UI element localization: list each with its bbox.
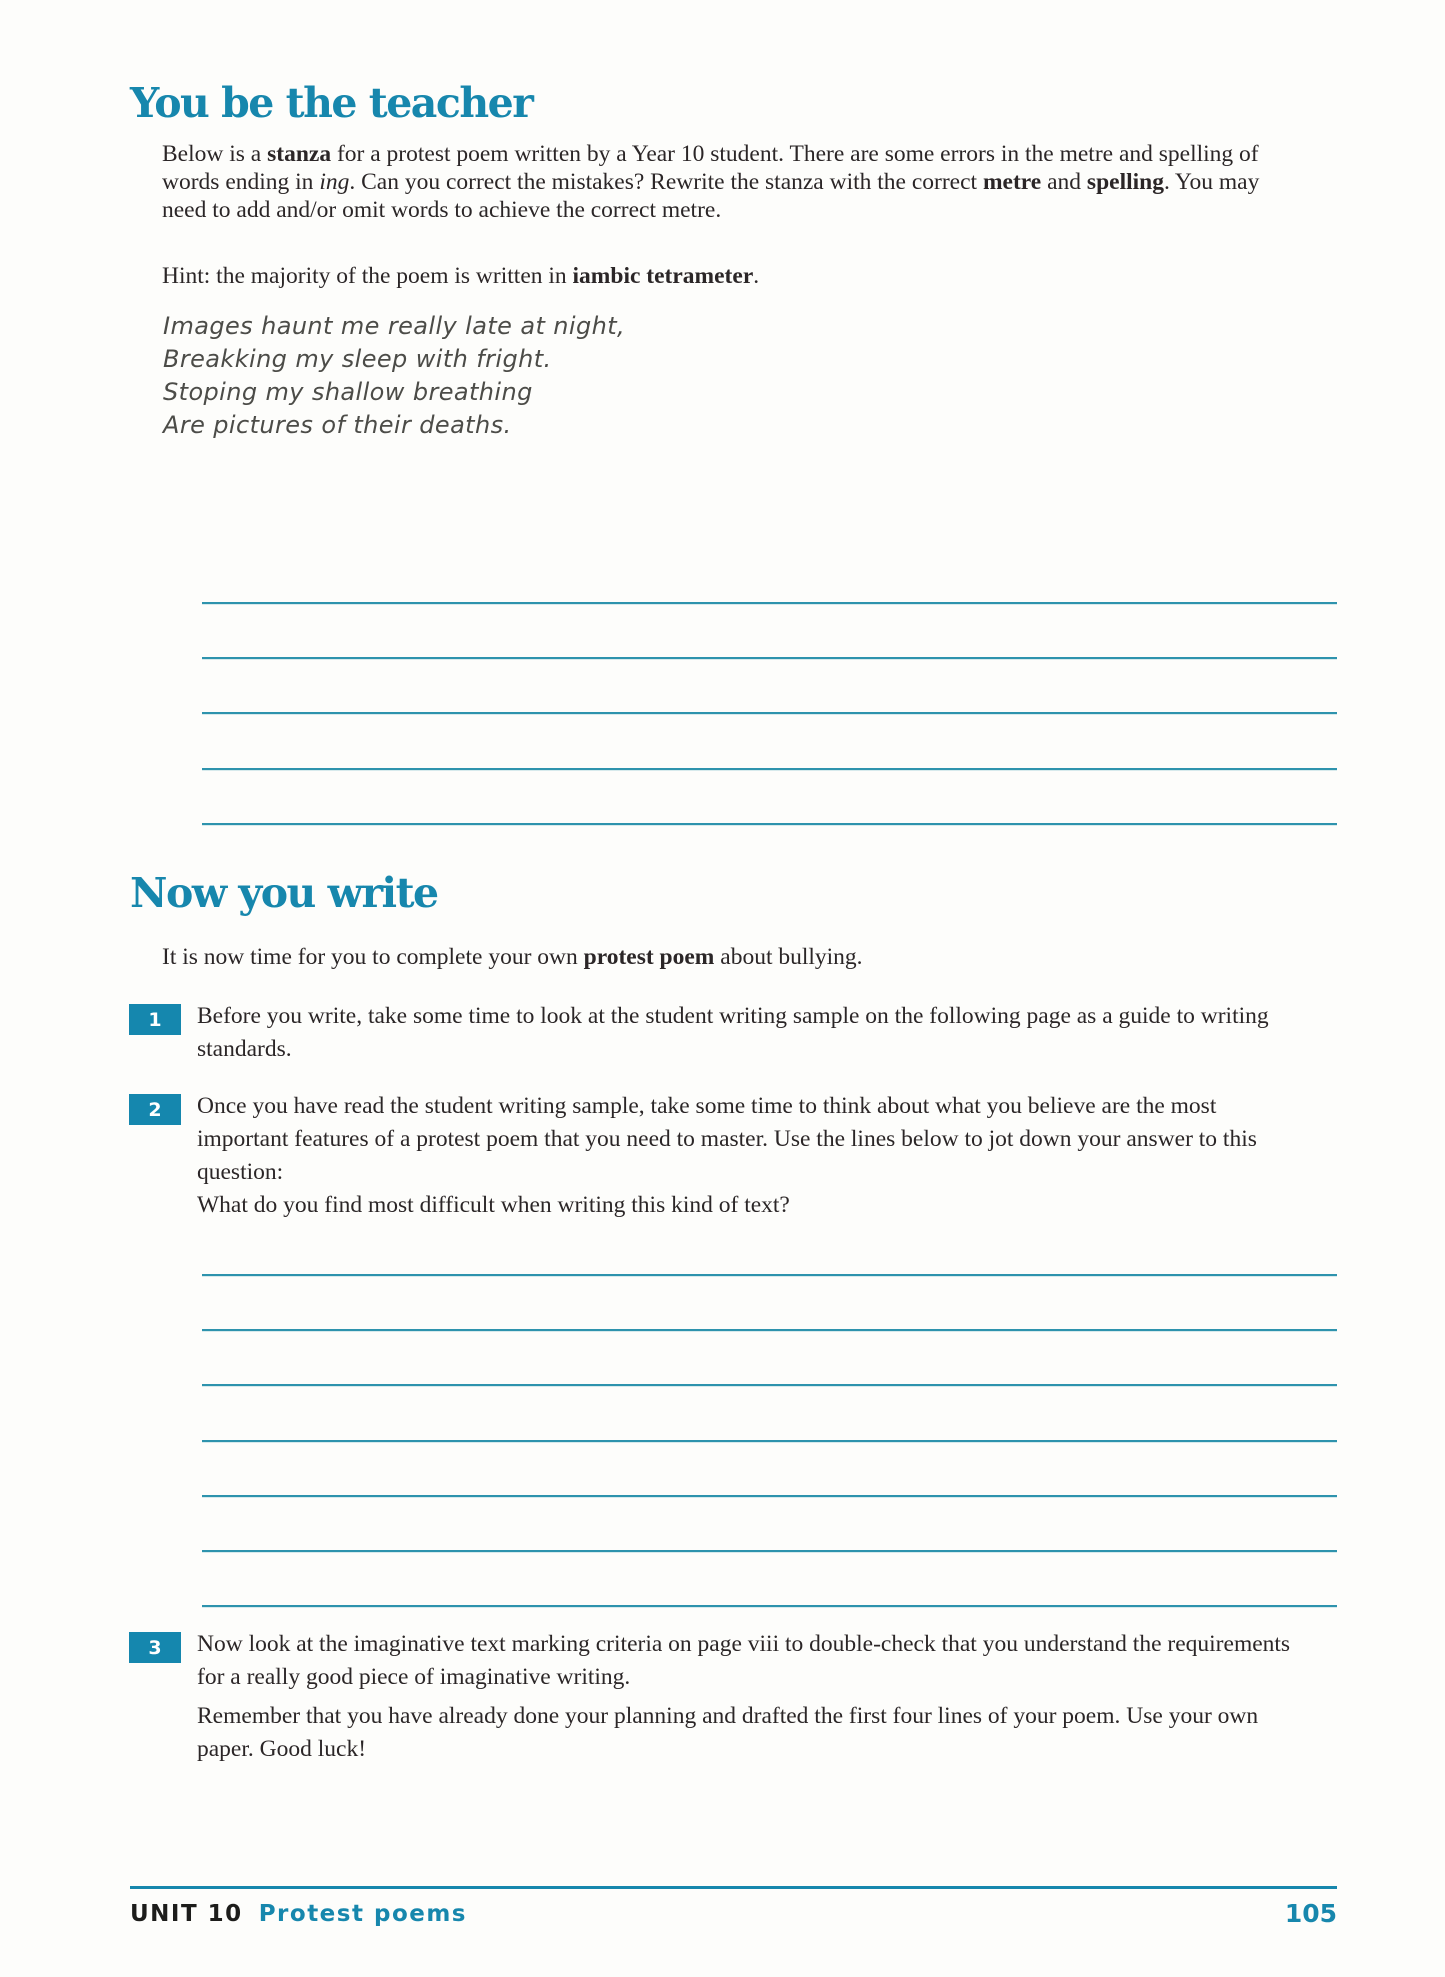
step-2-text: Once you have read the student writing sample, take some time to think about what you believe are the most important features of a protest poem that you need to master. Use the lines below to jot down your answer to this question: What do you find most difficult when writing this kind of text? (197, 1093, 1257, 1218)
poem-line: Breakking my sleep with fright. (163, 345, 552, 373)
step-1-text: Before you write, take some time to look at the student writing sample on the following page as a guide to writing standards. (197, 1003, 1269, 1062)
writing-lines-rewrite-stanza (202, 602, 1337, 878)
writing-line (202, 1440, 1337, 1495)
step-number-badge-1: 1 (129, 1004, 181, 1035)
poem-line: Stoping my shallow breathing (163, 378, 533, 406)
step-number-badge-3: 3 (129, 1632, 181, 1663)
writing-line (202, 1495, 1337, 1550)
closing-reminder-text: Remember that you have already done your planning and drafted the first four lines of your poem. Use your own paper. Good luck! (197, 1703, 1259, 1762)
page-number: 105 (1284, 1899, 1337, 1928)
exercise-instructions: Below is a stanza for a protest poem written by a Year 10 student. There are some errors in the metre and spelling of words ending in ing. Can you correct the mistakes? Rewrite the stanza with the correct metre and spelling. You may need to add and/or omit words to achieve the correct metre. (162, 141, 1260, 223)
hint-text: Hint: the majority of the poem is written in iambic tetrameter. (162, 263, 760, 289)
step-3-text: Now look at the imaginative text marking criteria on page viii to double-check that you understand the requirements for a really good piece of imaginative writing. (197, 1631, 1291, 1690)
poem-line: Images haunt me really late at night, (163, 312, 626, 340)
unit-title: Protest poems (258, 1901, 467, 1927)
writing-line (202, 1384, 1337, 1439)
footer-divider (130, 1886, 1337, 1889)
footer (130, 1901, 467, 1927)
step-number-badge-2: 2 (129, 1094, 181, 1125)
section-title-you-be-the-teacher: You be the teacher (130, 79, 533, 127)
writing-line (202, 768, 1337, 823)
writing-line (202, 1329, 1337, 1384)
section-title-now-you-write: Now you write (130, 869, 438, 917)
writing-line (202, 712, 1337, 767)
writing-lines-answer (202, 1274, 1337, 1660)
writing-line (202, 1274, 1337, 1329)
section2-intro: It is now time for you to complete your own protest poem about bullying. (162, 944, 863, 970)
student-poem-stanza (163, 310, 625, 442)
poem-line: Are pictures of their deaths. (163, 411, 512, 439)
writing-line (202, 657, 1337, 712)
unit-number: UNIT 10 (130, 1901, 243, 1927)
writing-line (202, 602, 1337, 657)
writing-line (202, 1550, 1337, 1605)
